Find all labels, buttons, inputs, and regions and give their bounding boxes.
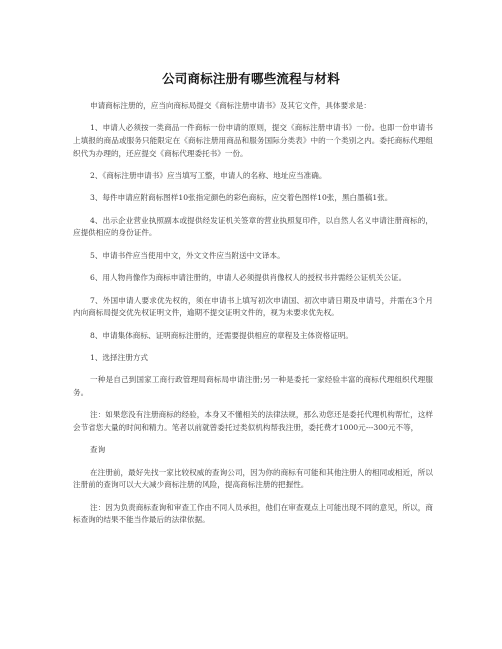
paragraph-item-8: 8、申请集体商标、证明商标注册的，还需要提供相应的章程及主体资格证明。 [90, 330, 354, 340]
document-title: 公司商标注册有哪些流程与材料 [162, 71, 340, 86]
paragraph-item-3: 3、每件申请应附商标图样10张指定颜色的彩色商标，应交着色图样10张，黑白墨稿1张。 [90, 193, 393, 203]
paragraph-item-1: 1、申请人必须按一类商品一件商标一份申请的原则，提交《商标注册申请书》一份。也即一份申请书上填报的商品或服务只能限定在《商标注册用商品和服务国际分类表》中的一个类别之内。委托商标代理组织代为办理的，还应提交《商标代理委托书》一份。 [73, 123, 433, 158]
paragraph-item-6: 6、用人物肖像作为商标申请注册的，申请人必须提供肖像权人的授权书并需经公证机关公证。 [90, 273, 407, 283]
paragraph-method-options: 一种是自己到国家工商行政管理局商标局申请注册;另一种是委托一家经验丰富的商标代理组织代理服务。 [73, 375, 433, 397]
paragraph-item-4: 4、出示企业营业执照副本或提供经发证机关签章的营业执照复印件，以自然人名义申请注册商标的，应提供相应的身份证件。 [73, 215, 433, 238]
paragraph-item-7: 7、外国申请人要求优先权的，须在申请书上填写初次申请国、初次申请日期及申请号，并需在3个月内向商标局提交优先权证明文件，逾期不提交证明文件的，视为未要求优先权。 [73, 295, 433, 318]
paragraph-item-5: 5、申请书件应当使用中文，外文文件应当附送中文译本。 [90, 250, 285, 260]
paragraph-item-2: 2、《商标注册申请书》应当填写工整，申请人的名称、地址应当准确。 [90, 170, 327, 180]
document-body [73, 100, 433, 537]
section-heading-search: 查询 [90, 445, 106, 455]
paragraph-search-note: 注：因为负责商标查询和审查工作由不同人员承担，他们在审查观点上可能出现不同的意见，所以，商标查询的结果不能当作最后的法律依据。 [73, 502, 433, 525]
section-heading-select-method: 1、选择注册方式 [90, 352, 148, 362]
paragraph-search: 在注册前，最好先找一家比较权威的查询公司，因为你的商标有可能和其他注册人的相同或相近，所以注册前的查询可以大大减少商标注册的风险，提高商标注册的把握性。 [73, 467, 433, 490]
paragraph-intro: 申请商标注册的，应当向商标局提交《商标注册申请书》及其它文件，具体要求是： [90, 101, 371, 110]
paragraph-method-note: 注：如果您没有注册商标的经验，本身又不懂相关的法律法规，那么劝您还是委托代理机构帮忙，这样会节省您大量的时间和精力。笔者以前就曾委托过类似机构帮我注册，委托费才1000元---300元不等， [73, 410, 433, 432]
